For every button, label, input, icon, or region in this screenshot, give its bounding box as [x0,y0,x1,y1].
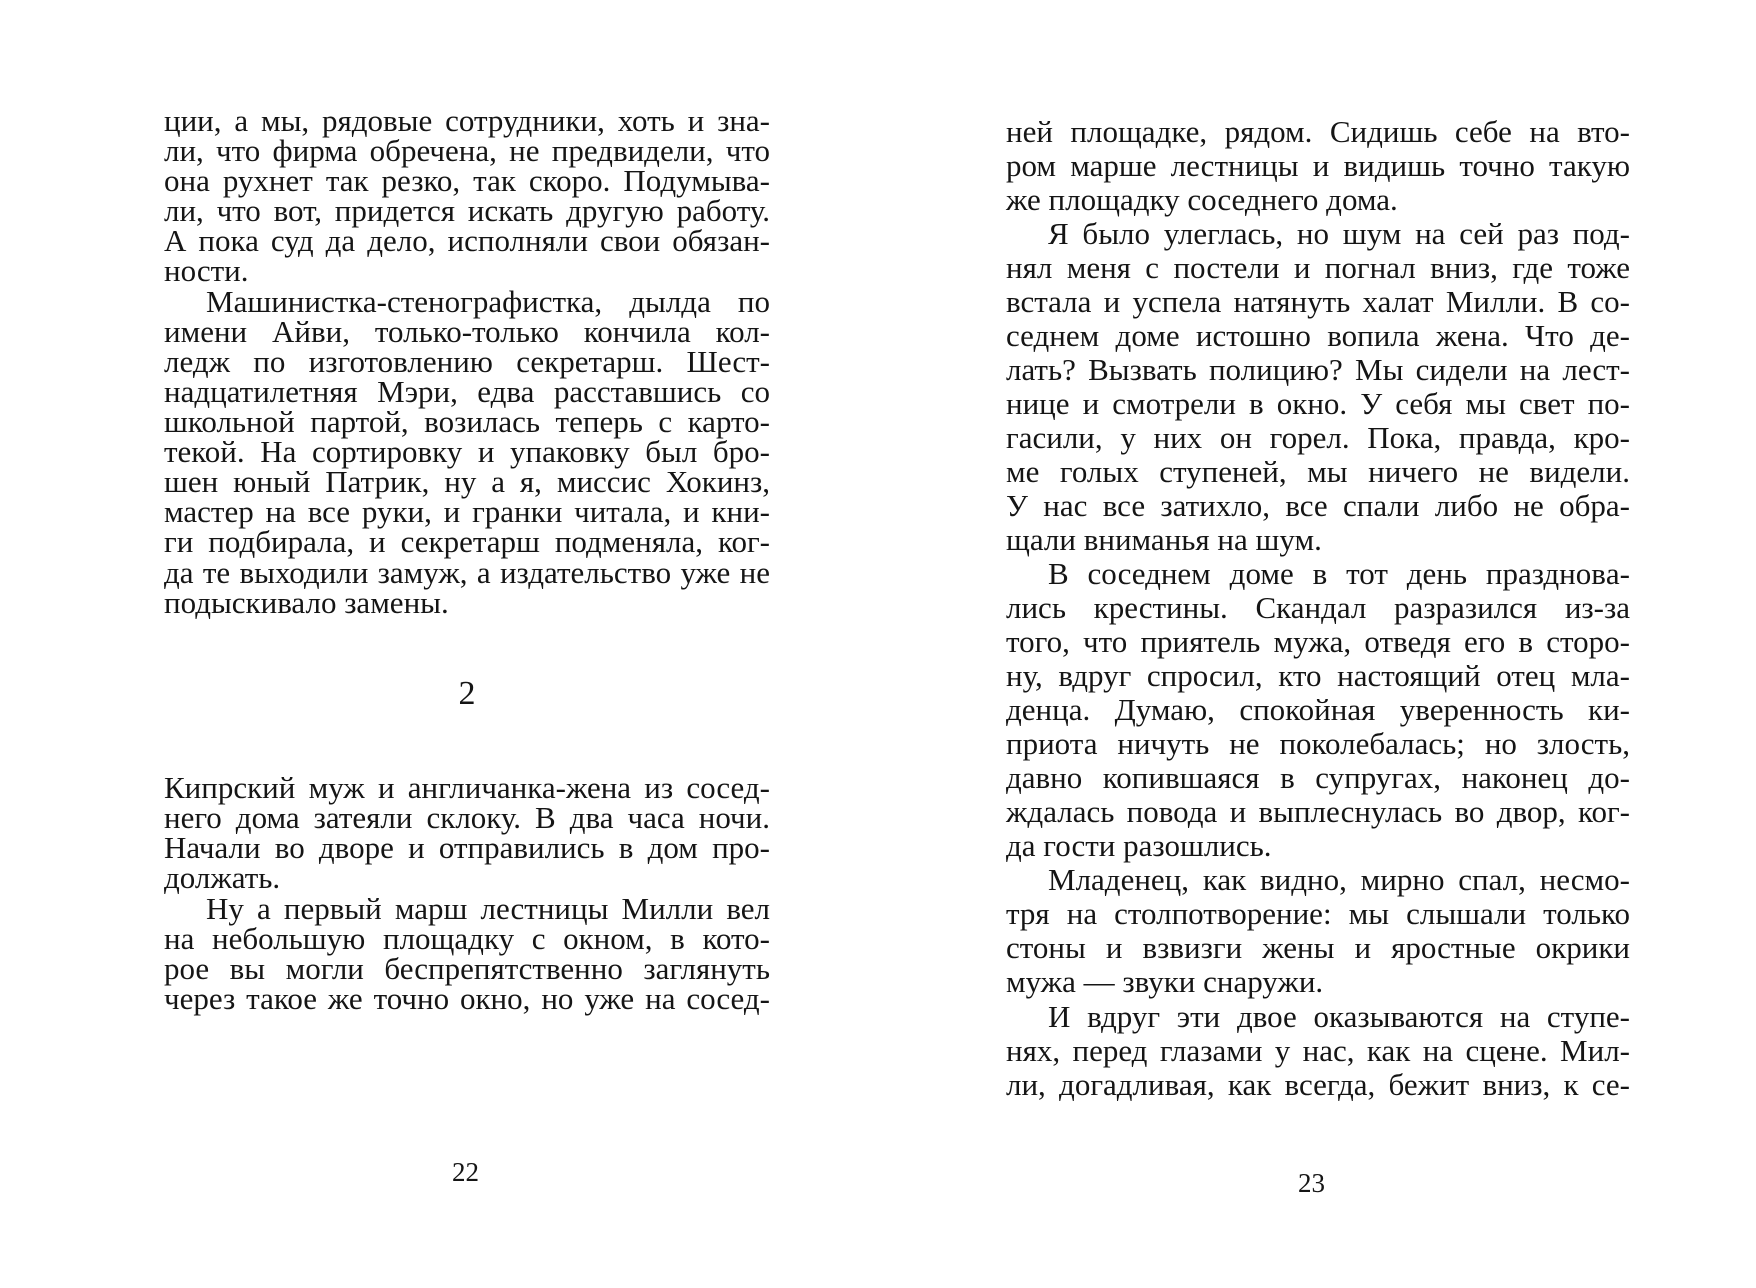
chapter-number: 2 [458,675,476,712]
text-line: имени Айви, только-только кончила кол- [164,314,770,349]
text-line: текой. На сортировку и упаковку был бро- [164,434,770,469]
text-line: У нас все затихло, все спали либо не обра- [1006,488,1630,523]
text-line: щали вниманья на шум. [1006,522,1322,557]
page-number: 22 [452,1157,479,1187]
text-line: ли, что фирма обречена, не предвидели, что [164,133,770,168]
text-line: ме голых ступеней, мы ничего не видели. [1006,454,1630,489]
text-line: ледж по изготовлению секретарш. Шест- [164,344,770,379]
text-line: него дома затеяли склоку. В два часа ночи. [164,800,770,835]
text-line: В соседнем доме в тот день праздновa- [1048,556,1630,591]
text-line: ции, а мы, рядовые сотрудники, хоть и зна- [164,103,770,138]
text-line: Младенец, как видно, мирно спал, несмо- [1048,862,1630,897]
text-line: ности. [164,253,249,288]
page-number: 23 [1298,1168,1325,1198]
text-line: да гости разошлись. [1006,828,1272,863]
text-line: нице и смотрели в окно. У себя мы свет по- [1006,386,1630,421]
text-line: ги подбирала, и секретарш подменяла, ког- [164,524,770,559]
text-line: И вдруг эти двое оказываются на ступе- [1048,999,1630,1034]
text-line: того, что приятель мужа, отведя его в сторо- [1006,624,1630,659]
text-line: шен юный Патрик, ну а я, миссис Хокинз, [164,464,770,499]
text-line: ну, вдруг спросил, кто настоящий отец мла- [1006,658,1630,693]
text-line: гасили, у них он горел. Пока, правда, кро- [1006,420,1630,455]
text-line: мастер на все руки, и гранки читала, и кни- [164,494,770,529]
text-line: лись крестины. Скандал разразился из-за [1006,590,1630,625]
text-line: на небольшую площадку с окном, в кото- [164,921,770,956]
text-line: стоны и взвизги жены и яростные окрики [1006,930,1630,965]
text-line: да те выходили замуж, а издательство уже не [164,555,770,590]
text-line: Я было улеглась, но шум на сей раз под- [1048,216,1630,251]
text-line: А пока суд да дело, исполняли свои обязан- [164,223,770,258]
text-line: ли, что вот, придется искать другую работу. [164,193,770,228]
text-line: же площадку соседнего дома. [1006,182,1398,217]
text-line: через такое же точно окно, но уже на сосед- [164,981,770,1016]
text-line: Начали во дворе и отправились в дом про- [164,830,770,865]
text-line: тря на столпотворение: мы слышали только [1006,896,1630,931]
text-line: давно копившаяся в супругах, наконец до- [1006,760,1630,795]
text-line: подыскивало замены. [164,585,449,620]
text-line: рое вы могли беспрепятственно заглянуть [164,951,770,986]
text-line: ли, догадливая, как всегда, бежит вниз, к се- [1006,1067,1630,1102]
text-line: приота ничуть не поколебалась; но злость, [1006,726,1630,761]
text-line: должать. [164,860,281,895]
text-line: мужа — звуки снаружи. [1006,964,1324,999]
text-line: ждалась повода и выплеснулась во двор, ког- [1006,794,1630,829]
text-line: седнем доме истошно вопила жена. Что де- [1006,318,1630,353]
text-line: надцатилетняя Мэри, едва расставшись со [164,374,770,409]
text-line: лать? Вызвать полицию? Мы сидели на лест- [1006,352,1630,387]
text-line: Машинистка-стенографистка, дылда по [206,284,770,319]
text-line: она рухнет так резко, так скоро. Подумыва- [164,163,770,198]
right-page [878,0,1756,1288]
text-line: ней площадке, рядом. Сидишь себе на вто- [1006,114,1630,149]
text-line: Кипрский муж и англичанка-жена из сосед- [164,770,770,805]
text-line: нях, перед глазами у нас, как на сцене. Мил- [1006,1033,1630,1068]
text-line: школьной партой, возилась теперь с карто- [164,404,770,439]
text-line: ром марше лестницы и видишь точно такую [1006,148,1630,183]
text-line: денца. Думаю, спокойная уверенность ки- [1006,692,1630,727]
text-line: встала и успела натянуть халат Милли. В со- [1006,284,1630,319]
text-line: Ну а первый марш лестницы Милли вел [206,891,770,926]
text-line: нял меня с постели и погнал вниз, где тоже [1006,250,1630,285]
